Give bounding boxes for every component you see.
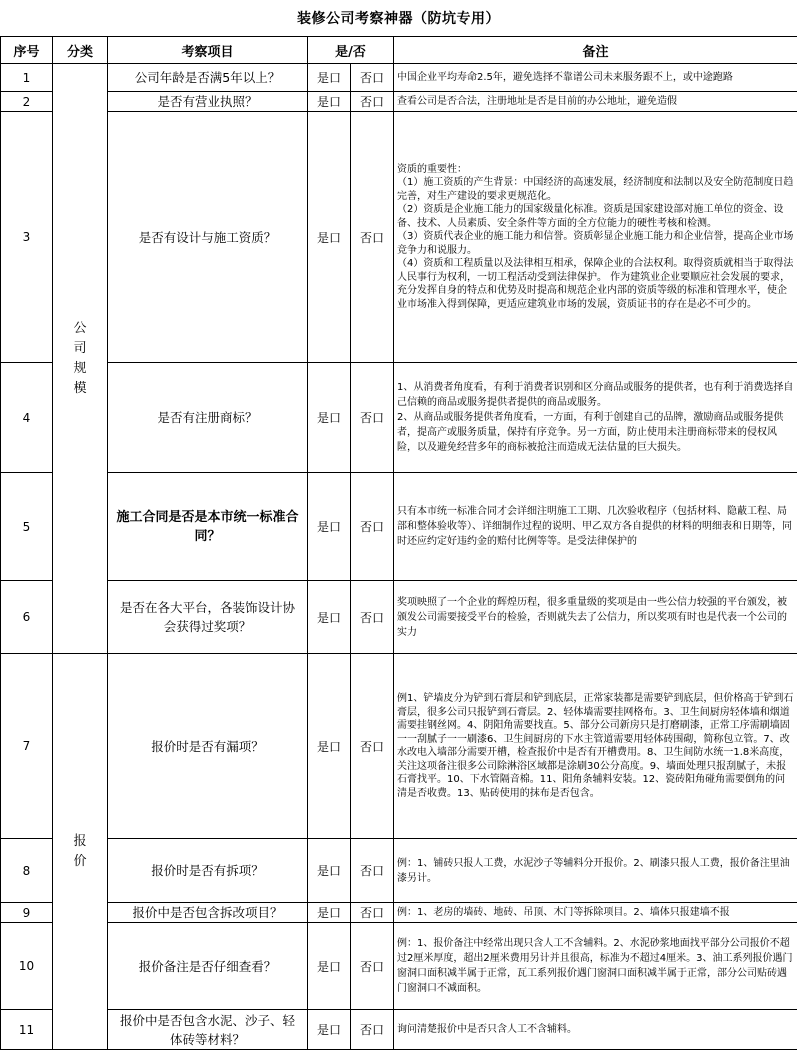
note-cell: 1、从消费者角度看，有利于消费者识别和区分商品或服务的提供者，也有利于消费选择自己信赖的商品或服务提供者提供的商品或服务。 2、从商品或服务提供者角度看，一方面，有利于创建自己的品牌，激励商品或服务提供者，提高产或服务质量，保持有序竞争。另一方面，防止使用未注册商标带来的侵权风险，以及避免经营多年的商标被抢注而造成无法估量的巨大损失。 — [394, 363, 797, 473]
yes-checkbox[interactable]: 是口 — [308, 654, 351, 839]
no-checkbox[interactable]: 否口 — [351, 112, 394, 363]
item-cell: 是否有设计与施工资质？ — [108, 112, 308, 363]
inspection-table — [0, 36, 797, 1050]
note-cell: 例1、铲墙皮分为铲到石膏层和铲到底层，正常家装都是需要铲到底层，但价格高于铲到石膏层，很多公司只报铲到石膏层。2、轻体墙需要挂网格布。3、卫生间厨房轻体墙和烟道需要挂钢丝网。4、阴阳角需要找直。5、部分公司新房只是打磨刷漆，正常工序需刷墙固一一刮腻子一一刷漆6、卫生间厨房的下水主管道需要用轻体砖围砌，简称包立管。7、改水改电入墙部分需要开槽，检查报价中是否有开槽费用。8、卫生间防水统一1.8米高度，关注这项备注很多公司除淋浴区域都是涂刷30公分高度。9、墙面处理只报刮腻子，未报石膏找平。10、下水管隔音棉。11、阳角条辅料安装。12、瓷砖阳角碰角需要倒角的问清是否收费。13、贴砖使用的抹布是否包含。 — [394, 654, 797, 839]
table-row — [1, 112, 797, 363]
category-label: 公司规模 — [73, 319, 87, 399]
yes-checkbox[interactable]: 是口 — [308, 112, 351, 363]
item-cell: 报价时是否有漏项？ — [108, 654, 308, 839]
table-row — [1, 1010, 797, 1050]
no-checkbox[interactable]: 否口 — [351, 473, 394, 581]
no-checkbox[interactable]: 否口 — [351, 363, 394, 473]
header-yesno: 是/否 — [308, 37, 394, 64]
row-number: 6 — [1, 581, 53, 654]
no-checkbox[interactable]: 否口 — [351, 923, 394, 1010]
header-no: 序号 — [1, 37, 53, 64]
header-row — [1, 37, 797, 64]
note-cell: 例：1、报价备注中经常出现只含人工不含辅料。2、水泥砂浆地面找平部分公司报价不超过2厘米厚度，超出2厘米费用另计并且很高，标准为不超过4厘米。3、油工系列报价遇门窗洞口面积减半属于正常，瓦工系列报价遇门窗洞口面积减半属于正常，部分公司贴砖遇门窗洞口不减面积。 — [394, 923, 797, 1010]
row-number: 11 — [1, 1010, 53, 1050]
item-cell: 是否在各大平台，各装饰设计协会获得过奖项？ — [108, 581, 308, 654]
table-row — [1, 839, 797, 903]
item-cell: 施工合同是否是本市统一标准合同？ — [108, 473, 308, 581]
yes-checkbox[interactable]: 是口 — [308, 473, 351, 581]
row-number: 9 — [1, 903, 53, 923]
table-row — [1, 923, 797, 1010]
table-row — [1, 363, 797, 473]
note-cell: 查看公司是否合法，注册地址是否是目前的办公地址，避免造假 — [394, 92, 797, 112]
yes-checkbox[interactable]: 是口 — [308, 1010, 351, 1050]
row-number: 8 — [1, 839, 53, 903]
item-cell: 报价中是否包含水泥、沙子、轻体砖等材料？ — [108, 1010, 308, 1050]
no-checkbox[interactable]: 否口 — [351, 654, 394, 839]
yes-checkbox[interactable]: 是口 — [308, 839, 351, 903]
row-number: 5 — [1, 473, 53, 581]
table-row — [1, 581, 797, 654]
no-checkbox[interactable]: 否口 — [351, 839, 394, 903]
no-checkbox[interactable]: 否口 — [351, 581, 394, 654]
table-row — [1, 92, 797, 112]
item-cell: 报价时是否有拆项？ — [108, 839, 308, 903]
yes-checkbox[interactable]: 是口 — [308, 903, 351, 923]
header-remark: 备注 — [394, 37, 797, 64]
table-row — [1, 473, 797, 581]
note-cell: 例：1、老房的墙砖、地砖、吊顶、木门等拆除项目。2、墙体只报建墙不报 — [394, 903, 797, 923]
item-cell: 公司年龄是否满5年以上？ — [108, 64, 308, 92]
row-number: 4 — [1, 363, 53, 473]
yes-checkbox[interactable]: 是口 — [308, 64, 351, 92]
item-cell: 是否有注册商标？ — [108, 363, 308, 473]
note-cell: 例：1、铺砖只报人工费，水泥沙子等辅料分开报价。2、刷漆只报人工费，报价备注里油漆另计。 — [394, 839, 797, 903]
row-number: 1 — [1, 64, 53, 92]
no-checkbox[interactable]: 否口 — [351, 64, 394, 92]
note-cell: 资质的重要性： （1）施工资质的产生背景：中国经济的高速发展，经济制度和法制以及安全防范制度日趋完善，对生产建设的要求更规范化。 （2）资质是企业施工能力的国家级量化标准。资质是国家建设部对施工单位的资金、设备、技术、人员素质、安全条件等方面的全方位能力的硬性考核和检测。 （3）资质代表企业的施工能力和信誉。资质彰显企业施工能力和企业信誉，提高企业市场竞争力和说服力。 （4）资质和工程质量以及法律相互相承，保障企业的合法权利。取得资质就相当于取得法人民事行为权利，一切工程活动受到法律保护。 作为建筑业企业要顺应社会发展的要求，充分发挥自身的特点和优势及时提高和规范企业内部的资质等级的标准和管理水平，使企业市场准入得到保障，更适应建筑业市场的发展，资质证书的存在是必不可少的。 — [394, 112, 797, 363]
row-number: 3 — [1, 112, 53, 363]
item-cell: 报价中是否包含拆改项目？ — [108, 903, 308, 923]
row-number: 10 — [1, 923, 53, 1010]
row-number: 7 — [1, 654, 53, 839]
note-cell: 中国企业平均寿命2.5年，避免选择不靠谱公司未来服务跟不上，或中途跑路 — [394, 64, 797, 92]
item-cell: 是否有营业执照？ — [108, 92, 308, 112]
no-checkbox[interactable]: 否口 — [351, 1010, 394, 1050]
item-cell: 报价备注是否仔细查看？ — [108, 923, 308, 1010]
no-checkbox[interactable]: 否口 — [351, 903, 394, 923]
yes-checkbox[interactable]: 是口 — [308, 581, 351, 654]
category-quote — [53, 654, 108, 1050]
note-cell: 只有本市统一标准合同才会详细注明施工工期、几次验收程序（包括材料、隐蔽工程、局部和整体验收等）、详细制作过程的说明、甲乙双方各自提供的材料的明细表和日期等，同时还应约定好违约金的赔付比例等等。是受法律保护的 — [394, 473, 797, 581]
note-cell: 询问清楚报价中是否只含人工不含辅料。 — [394, 1010, 797, 1050]
yes-checkbox[interactable]: 是口 — [308, 923, 351, 1010]
table-row — [1, 654, 797, 839]
yes-checkbox[interactable]: 是口 — [308, 363, 351, 473]
category-company — [53, 64, 108, 654]
no-checkbox[interactable]: 否口 — [351, 92, 394, 112]
sheet-title: 装修公司考察神器（防坑专用） — [0, 0, 797, 36]
yes-checkbox[interactable]: 是口 — [308, 92, 351, 112]
table-row — [1, 64, 797, 92]
header-item: 考察项目 — [108, 37, 308, 64]
header-category: 分类 — [53, 37, 108, 64]
row-number: 2 — [1, 92, 53, 112]
table-row — [1, 903, 797, 923]
note-cell: 奖项映照了一个企业的辉煌历程，很多重量级的奖项是由一些公信力较强的平台颁发，被颁发公司需要接受平台的检验，否则就失去了公信力，所以奖项有时也是代表一个公司的实力 — [394, 581, 797, 654]
category-label: 报价 — [73, 832, 87, 872]
